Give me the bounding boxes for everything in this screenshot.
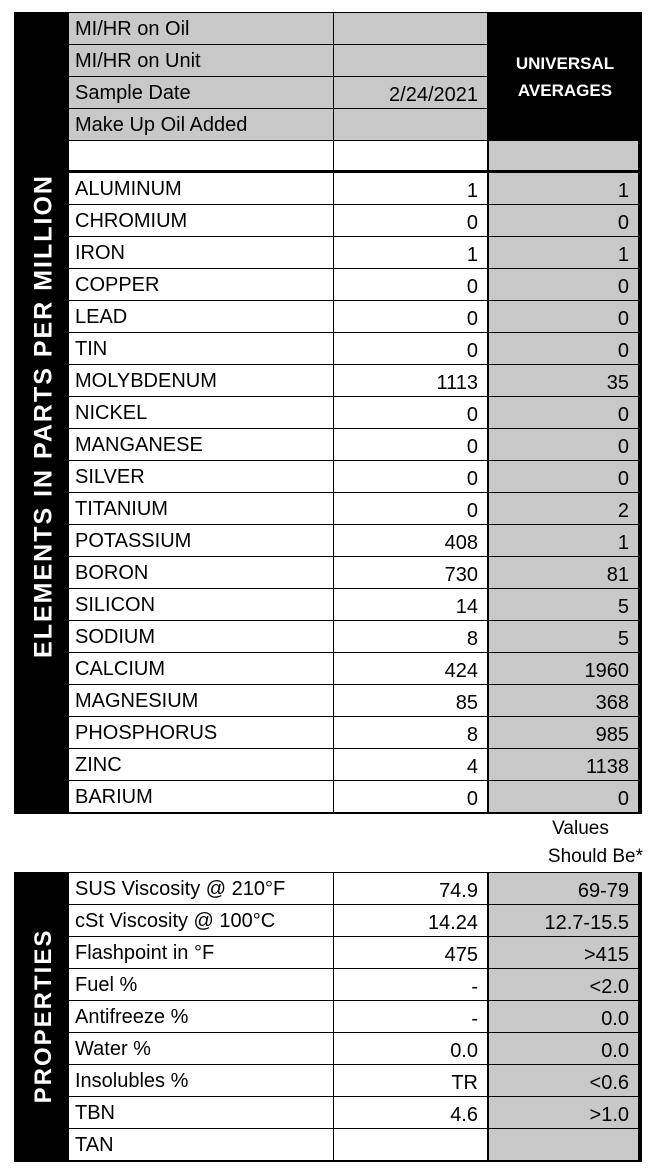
element-value-silicon: 14 [333, 588, 488, 621]
element-name-silver: SILVER [68, 460, 334, 493]
element-name-magnesium: MAGNESIUM [68, 684, 334, 717]
element-name-zinc: ZINC [68, 748, 334, 781]
property-value-sus-viscosity-210-f: 74.9 [333, 872, 488, 905]
property-expected-sus-viscosity-210-f: 69-79 [488, 872, 639, 905]
element-name-copper: COPPER [68, 268, 334, 301]
element-value-iron: 1 [333, 236, 488, 269]
property-value-tan [333, 1128, 488, 1161]
element-value-calcium: 424 [333, 652, 488, 685]
property-value-antifreeze: - [333, 1000, 488, 1033]
element-value-aluminum: 1 [333, 172, 488, 205]
property-expected-cst-viscosity-100-c: 12.7-15.5 [488, 904, 639, 937]
element-average-aluminum: 1 [488, 172, 639, 205]
element-name-titanium: TITANIUM [68, 492, 334, 525]
property-name-insolubles: Insolubles % [68, 1064, 334, 1097]
element-value-tin: 0 [333, 332, 488, 365]
property-value-water: 0.0 [333, 1032, 488, 1065]
element-average-calcium: 1960 [488, 652, 639, 685]
properties-side-label: PROPERTIES [30, 928, 57, 1104]
header-label-make-up-oil: Make Up Oil Added [68, 108, 334, 141]
element-name-molybdenum: MOLYBDENUM [68, 364, 334, 397]
universal-line-1: UNIVERSAL [515, 54, 615, 73]
element-average-barium: 0 [488, 780, 639, 813]
element-average-chromium: 0 [488, 204, 639, 237]
element-name-aluminum: ALUMINUM [68, 172, 334, 205]
element-value-sodium: 8 [333, 620, 488, 653]
element-average-iron: 1 [488, 236, 639, 269]
universal-averages-header [488, 50, 642, 104]
values-should-be-note [500, 815, 643, 871]
element-name-lead: LEAD [68, 300, 334, 333]
spacer-value-cell [333, 140, 488, 171]
element-value-boron: 730 [333, 556, 488, 589]
header-label-mi-hr-unit: MI/HR on Unit [68, 44, 334, 77]
element-value-nickel: 0 [333, 396, 488, 429]
element-average-lead: 0 [488, 300, 639, 333]
property-value-cst-viscosity-100-c: 14.24 [333, 904, 488, 937]
element-average-magnesium: 368 [488, 684, 639, 717]
element-average-silicon: 5 [488, 588, 639, 621]
element-average-nickel: 0 [488, 396, 639, 429]
property-name-water: Water % [68, 1032, 334, 1065]
element-average-sodium: 5 [488, 620, 639, 653]
spacer-label-cell [68, 140, 334, 171]
elements-side-label: ELEMENTS IN PARTS PER MILLION [29, 174, 58, 658]
element-value-molybdenum: 1113 [333, 364, 488, 397]
element-name-silicon: SILICON [68, 588, 334, 621]
property-name-sus-viscosity-210-f: SUS Viscosity @ 210°F [68, 872, 334, 905]
property-expected-tbn: >1.0 [488, 1096, 639, 1129]
element-name-phosphorus: PHOSPHORUS [68, 716, 334, 749]
property-name-fuel: Fuel % [68, 968, 334, 1001]
values-note-line-1: Values [552, 818, 609, 839]
header-label-mi-hr-oil: MI/HR on Oil [68, 12, 334, 45]
element-name-calcium: CALCIUM [68, 652, 334, 685]
element-average-copper: 0 [488, 268, 639, 301]
property-expected-insolubles: <0.6 [488, 1064, 639, 1097]
element-average-molybdenum: 35 [488, 364, 639, 397]
element-average-silver: 0 [488, 460, 639, 493]
element-average-potassium: 1 [488, 524, 639, 557]
element-average-manganese: 0 [488, 428, 639, 461]
header-value-mi-hr-oil [333, 12, 488, 45]
element-name-sodium: SODIUM [68, 620, 334, 653]
element-name-nickel: NICKEL [68, 396, 334, 429]
header-value-mi-hr-unit [333, 44, 488, 77]
property-expected-tan [488, 1128, 639, 1161]
property-expected-flashpoint-in-f: >415 [488, 936, 639, 969]
element-value-lead: 0 [333, 300, 488, 333]
property-name-tan: TAN [68, 1128, 334, 1161]
element-value-copper: 0 [333, 268, 488, 301]
element-average-tin: 0 [488, 332, 639, 365]
property-expected-fuel: <2.0 [488, 968, 639, 1001]
element-name-barium: BARIUM [68, 780, 334, 813]
property-value-tbn: 4.6 [333, 1096, 488, 1129]
property-expected-antifreeze: 0.0 [488, 1000, 639, 1033]
property-value-insolubles: TR [333, 1064, 488, 1097]
element-name-manganese: MANGANESE [68, 428, 334, 461]
property-name-cst-viscosity-100-c: cSt Viscosity @ 100°C [68, 904, 334, 937]
header-label-sample-date: Sample Date [68, 76, 334, 109]
property-expected-water: 0.0 [488, 1032, 639, 1065]
property-value-flashpoint-in-f: 475 [333, 936, 488, 969]
element-name-tin: TIN [68, 332, 334, 365]
property-name-tbn: TBN [68, 1096, 334, 1129]
element-value-silver: 0 [333, 460, 488, 493]
values-note-line-2: Should Be* [547, 846, 643, 867]
element-value-titanium: 0 [333, 492, 488, 525]
element-name-chromium: CHROMIUM [68, 204, 334, 237]
element-value-chromium: 0 [333, 204, 488, 237]
element-average-phosphorus: 985 [488, 716, 639, 749]
header-value-sample-date: 2/24/2021 [333, 76, 488, 109]
element-name-potassium: POTASSIUM [68, 524, 334, 557]
element-average-titanium: 2 [488, 492, 639, 525]
element-value-magnesium: 85 [333, 684, 488, 717]
element-name-iron: IRON [68, 236, 334, 269]
header-value-make-up-oil [333, 108, 488, 141]
element-value-potassium: 408 [333, 524, 488, 557]
element-name-boron: BORON [68, 556, 334, 589]
universal-line-2: AVERAGES [517, 81, 613, 100]
element-value-barium: 0 [333, 780, 488, 813]
element-average-zinc: 1138 [488, 748, 639, 781]
spacer-average-cell [488, 140, 639, 171]
element-value-phosphorus: 8 [333, 716, 488, 749]
element-value-manganese: 0 [333, 428, 488, 461]
element-average-boron: 81 [488, 556, 639, 589]
element-value-zinc: 4 [333, 748, 488, 781]
property-name-antifreeze: Antifreeze % [68, 1000, 334, 1033]
property-value-fuel: - [333, 968, 488, 1001]
property-name-flashpoint-in-f: Flashpoint in °F [68, 936, 334, 969]
